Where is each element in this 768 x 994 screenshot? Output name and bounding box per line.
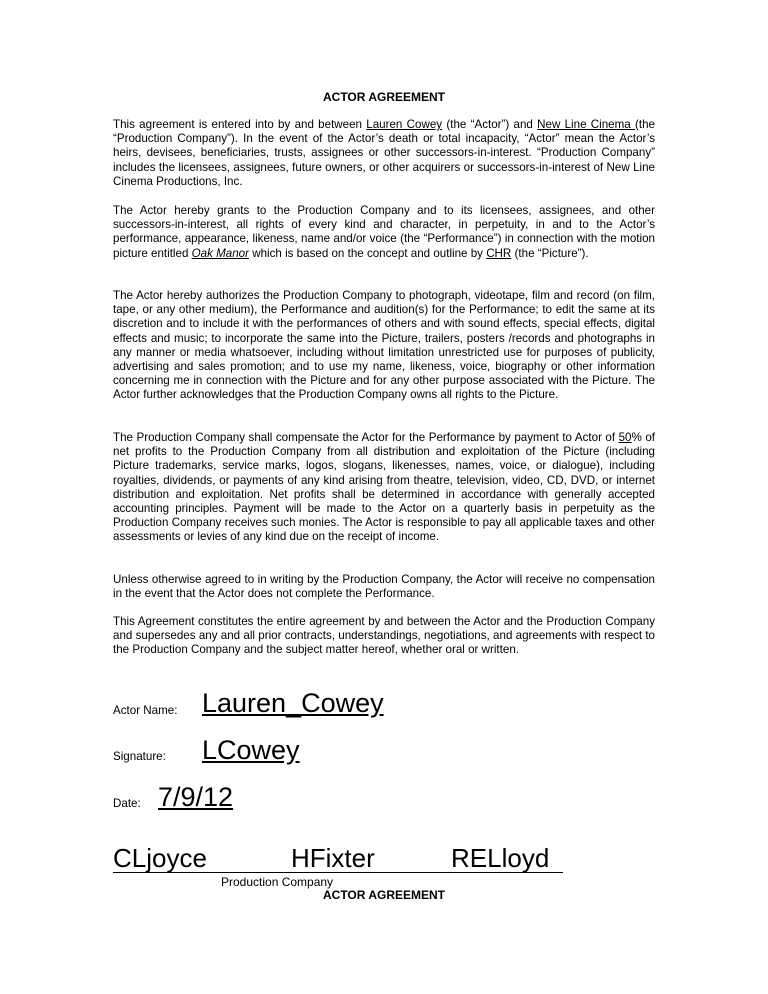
paragraph-grant: The Actor hereby grants to the Production Company and to its licensees, assignees, and other successors-in-interest, all rights of every kind and character, in perpetuity, in and to the Actor’s performance, appearance, likeness, name and/or voice (the “Performance”) in connection with the motion picture entitled Oak Manor which is based on the concept and outline by CHR (the “Picture”). xyxy=(113,204,655,260)
agreement-title: ACTOR AGREEMENT xyxy=(322,90,445,104)
date-label: Date: xyxy=(113,797,141,810)
profit-percent: 50 xyxy=(618,431,632,444)
date-value: 7/9/12 xyxy=(158,782,234,812)
signature-hfixter: HFixter xyxy=(291,843,375,873)
signature-line xyxy=(113,872,563,873)
paragraph-compensation: The Production Company shall compensate the Actor for the Performance by payment to Actor of 50% of net profits to the Production Company from all distribution and exploitation of the Picture (including Picture trademarks, service marks, logos, slogans, likenesses, names, voice, or dialogue), including royalties, dividends, or payments of any kind arising from theatre, television, video, CD, DVD, or internet distribution and exploitation. Net profits shall be determined in accordance with generally accepted accounting principles. Payment will be made to the Actor on a quarterly basis in perpetuity as the Production Company receives such monies. The Actor is responsible to pay all applicable taxes and other assessments or levies of any kind due on the receipt of income. xyxy=(113,431,655,544)
actor-name-label: Actor Name: xyxy=(113,704,178,717)
paragraph-parties: This agreement is entered into by and between Lauren Cowey (the “Actor”) and New Line Cinema (the “Production Company”). In the event of the Actor’s death or total incapacity, “Actor” mean the Actor’s heirs, devisees, beneficiaries, trusts, assignees or other successors-in-interest. “Production Company” includes the licensees, assignees, future owners, or other acquirers or successors-in-interest of New Line Cinema Productions, Inc. xyxy=(113,118,655,188)
signature-label: Signature: xyxy=(113,750,166,763)
signature-value: LCowey xyxy=(202,735,300,765)
signature-cljoyce: CLjoyce xyxy=(113,843,207,873)
production-company-label: Production Company xyxy=(221,875,334,889)
company-name-inline: New Line Cinema xyxy=(537,118,636,131)
paragraph-entire-agreement: This Agreement constitutes the entire agreement by and between the Actor and the Production Company and supersedes any and all prior contracts, understandings, negotiations, and agreements with respect to the Production Company and the subject matter hereof, whether oral or written. xyxy=(113,615,655,657)
actor-name-inline: Lauren Cowey xyxy=(366,118,443,131)
concept-author: CHR xyxy=(486,246,512,260)
paragraph-no-compensation: Unless otherwise agreed to in writing by the Production Company, the Actor will receive no compensation in the event that the Actor does not complete the Performance. xyxy=(113,573,655,601)
picture-title: Oak Manor xyxy=(191,246,249,260)
footer-title: ACTOR AGREEMENT xyxy=(322,888,445,902)
actor-name-value: Lauren_Cowey xyxy=(202,688,384,718)
paragraph-authorization: The Actor hereby authorizes the Production Company to photograph, videotape, film and record (on film, tape, or any other medium), the Performance and audition(s) for the Performance; to edit the same at its discretion and to include it with the performances of others and with sound effects, special effects, digital effects and music; to incorporate the same into the Picture, trailers, posters /records and photographs in any manner or media whatsoever, including without limitation unrestricted use for purposes of publicity, advertising and sales promotion; and to use my name, likeness, voice, biography or other information concerning me in connection with the Picture and for any other purpose associated with the Picture. The Actor further acknowledges that the Production Company owns all rights to the Picture. xyxy=(113,289,655,402)
signature-relloyd: RELloyd xyxy=(451,843,550,873)
